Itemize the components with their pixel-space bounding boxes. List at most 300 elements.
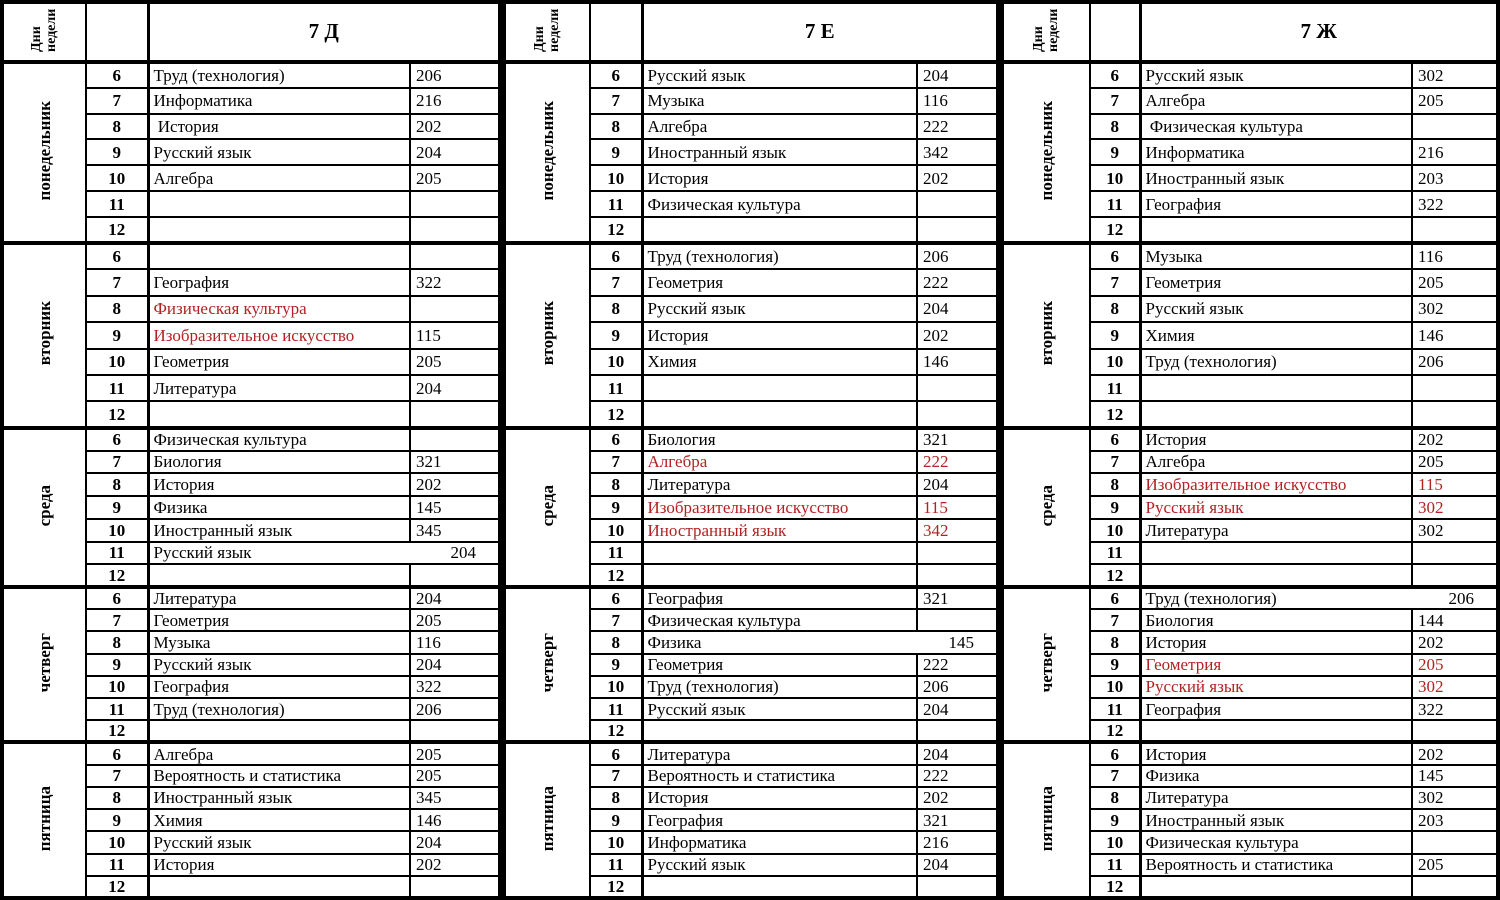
subject-cell: Геометрия	[1140, 654, 1412, 676]
lesson-number: 12	[86, 720, 148, 742]
lesson-number: 8	[590, 114, 642, 140]
subject-cell: География	[1140, 191, 1412, 217]
subject-cell: Литература	[1140, 787, 1412, 809]
lesson-number: 11	[86, 542, 148, 565]
lesson-number: 10	[86, 676, 148, 698]
room-cell: 222	[917, 451, 998, 474]
lesson-number: 10	[590, 676, 642, 698]
day-name: четверг	[1037, 632, 1057, 693]
room-cell	[1412, 375, 1498, 401]
lesson-number: 6	[590, 428, 642, 451]
subject-cell: Изобразительное искусство	[1140, 473, 1412, 496]
room-cell: 345	[410, 787, 500, 809]
lesson-number: 8	[1090, 631, 1140, 653]
lesson-number: 7	[86, 451, 148, 474]
lesson-number: 8	[1090, 296, 1140, 322]
lesson-number-header-cell	[1090, 2, 1140, 62]
subject-name: Русский язык	[153, 543, 252, 563]
lesson-number: 7	[590, 451, 642, 474]
lesson-number: 9	[1090, 139, 1140, 165]
lesson-number: 9	[86, 654, 148, 676]
day-name-cell	[1002, 742, 1090, 898]
lesson-number: 11	[590, 854, 642, 876]
subject-cell	[1140, 375, 1412, 401]
subject-cell: Биология	[148, 451, 410, 474]
subject-cell: Труд (технология)	[642, 676, 917, 698]
room-cell: 205	[410, 349, 500, 375]
day-block	[2, 742, 500, 898]
room-number: 145	[948, 632, 975, 652]
room-cell	[1412, 876, 1498, 898]
lesson-number: 9	[1090, 654, 1140, 676]
room-cell: 145	[410, 496, 500, 519]
room-cell: 202	[917, 322, 998, 348]
lesson-number: 9	[590, 496, 642, 519]
room-cell: 204	[917, 296, 998, 322]
room-cell	[917, 542, 998, 565]
day-name: вторник	[538, 301, 557, 366]
lesson-number: 8	[86, 473, 148, 496]
room-cell: 146	[410, 809, 500, 831]
lesson-number: 12	[590, 401, 642, 427]
subject-cell: Русский язык	[148, 654, 410, 676]
room-cell: 322	[410, 269, 500, 295]
subject-cell	[148, 876, 410, 898]
lesson-number: 10	[590, 831, 642, 853]
subject-cell: Физическая культура	[148, 428, 410, 451]
lesson-number: 12	[1090, 564, 1140, 587]
room-cell: 322	[1412, 698, 1498, 720]
subject-cell: История	[148, 854, 410, 876]
room-cell	[917, 876, 998, 898]
room-cell: 222	[917, 269, 998, 295]
lesson-row	[504, 428, 998, 451]
room-cell: 205	[410, 742, 500, 764]
subject-cell	[148, 191, 410, 217]
lesson-number: 7	[590, 765, 642, 787]
subject-and-room-cell	[1140, 587, 1498, 609]
subject-cell: История	[1140, 631, 1412, 653]
lesson-number: 11	[1090, 854, 1140, 876]
day-name: понедельник	[34, 100, 54, 201]
day-name: четверг	[34, 632, 54, 693]
lesson-number: 9	[1090, 322, 1140, 348]
subject-cell: Физическая культура	[1140, 114, 1412, 140]
days-of-week-header-cell	[1002, 2, 1090, 62]
subject-cell: Алгебра	[1140, 451, 1412, 474]
lesson-number: 11	[1090, 698, 1140, 720]
subject-cell: Алгебра	[642, 114, 917, 140]
lesson-number: 11	[1090, 191, 1140, 217]
room-cell: 204	[410, 375, 500, 401]
subject-cell: Труд (технология)	[1140, 349, 1412, 375]
subject-cell: Русский язык	[1140, 496, 1412, 519]
day-name: пятница	[538, 785, 557, 851]
day-block	[1002, 742, 1498, 898]
room-cell: 204	[917, 62, 998, 88]
day-name-cell	[504, 62, 590, 243]
lesson-number: 11	[590, 542, 642, 565]
room-cell: 205	[1412, 451, 1498, 474]
lesson-number: 11	[86, 191, 148, 217]
room-cell: 206	[917, 676, 998, 698]
subject-cell: История	[642, 322, 917, 348]
room-cell: 202	[917, 165, 998, 191]
lesson-number: 9	[86, 496, 148, 519]
subject-cell	[642, 375, 917, 401]
lesson-number: 9	[590, 809, 642, 831]
room-cell: 204	[917, 473, 998, 496]
room-cell	[1412, 831, 1498, 853]
room-cell: 321	[917, 809, 998, 831]
subject-cell	[1140, 720, 1412, 742]
days-of-week-label: Дни недели	[1031, 8, 1062, 52]
subject-cell: Геометрия	[148, 609, 410, 631]
room-cell: 115	[917, 496, 998, 519]
lesson-number: 12	[590, 720, 642, 742]
subject-cell: Русский язык	[642, 296, 917, 322]
day-name-cell	[2, 243, 86, 428]
lesson-number: 10	[86, 349, 148, 375]
day-name: понедельник	[538, 100, 557, 201]
lesson-number: 12	[1090, 401, 1140, 427]
subject-cell: Труд (технология)	[148, 62, 410, 88]
day-block	[1002, 243, 1498, 428]
lesson-number: 9	[86, 139, 148, 165]
subject-cell	[1140, 876, 1412, 898]
room-cell: 205	[410, 165, 500, 191]
day-block	[504, 243, 998, 428]
lesson-number: 9	[86, 809, 148, 831]
lesson-number: 8	[590, 631, 642, 653]
day-block	[2, 243, 500, 428]
room-cell	[410, 217, 500, 243]
days-of-week-header-cell	[2, 2, 86, 62]
lesson-number: 12	[86, 401, 148, 427]
class-label: 7 Д	[148, 2, 500, 62]
subject-cell: Русский язык	[642, 62, 917, 88]
room-cell: 202	[1412, 631, 1498, 653]
room-cell: 202	[410, 114, 500, 140]
subject-cell	[642, 564, 917, 587]
subject-cell: Химия	[1140, 322, 1412, 348]
day-name: пятница	[34, 785, 54, 851]
subject-cell: Алгебра	[642, 451, 917, 474]
lesson-row	[2, 587, 500, 609]
subject-cell: История	[1140, 428, 1412, 451]
subject-cell: Вероятность и статистика	[1140, 854, 1412, 876]
room-cell: 202	[1412, 742, 1498, 764]
room-cell: 202	[1412, 428, 1498, 451]
lesson-number: 12	[590, 217, 642, 243]
room-cell: 321	[917, 587, 998, 609]
lesson-number: 10	[590, 165, 642, 191]
header-row	[504, 2, 998, 62]
subject-cell: Информатика	[148, 88, 410, 114]
subject-cell: Информатика	[642, 831, 917, 853]
room-cell: 302	[1412, 676, 1498, 698]
day-name: среда	[1037, 484, 1057, 527]
room-cell	[410, 191, 500, 217]
lesson-number: 6	[1090, 428, 1140, 451]
subject-cell: География	[148, 269, 410, 295]
subject-cell: Физическая культура	[148, 296, 410, 322]
lesson-number: 7	[1090, 88, 1140, 114]
lesson-number: 12	[590, 564, 642, 587]
lesson-number: 7	[1090, 765, 1140, 787]
subject-cell: Химия	[148, 809, 410, 831]
lesson-row	[1002, 62, 1498, 88]
room-cell: 144	[1412, 609, 1498, 631]
room-cell: 204	[410, 587, 500, 609]
lesson-number: 7	[86, 88, 148, 114]
class-label: 7 Ж	[1140, 2, 1498, 62]
room-cell: 116	[917, 88, 998, 114]
room-cell: 204	[410, 831, 500, 853]
lesson-number: 7	[86, 765, 148, 787]
lesson-number: 12	[590, 876, 642, 898]
lesson-number: 8	[86, 787, 148, 809]
subject-cell: Русский язык	[148, 831, 410, 853]
subject-cell	[642, 542, 917, 565]
day-name: пятница	[1037, 785, 1057, 851]
room-cell: 302	[1412, 496, 1498, 519]
room-cell	[1412, 542, 1498, 565]
room-cell: 302	[1412, 787, 1498, 809]
subject-cell: Изобразительное искусство	[642, 496, 917, 519]
subject-cell	[148, 564, 410, 587]
room-cell	[410, 876, 500, 898]
lesson-row	[504, 742, 998, 764]
subject-cell: История	[148, 114, 410, 140]
lesson-number: 10	[86, 165, 148, 191]
lesson-number: 10	[1090, 519, 1140, 542]
room-cell: 321	[410, 451, 500, 474]
lesson-number: 6	[86, 742, 148, 764]
lesson-number: 6	[86, 243, 148, 269]
subject-cell: Иностранный язык	[1140, 165, 1412, 191]
room-cell: 222	[917, 654, 998, 676]
subject-cell: Физическая культура	[642, 191, 917, 217]
header-row	[1002, 2, 1498, 62]
room-cell: 322	[1412, 191, 1498, 217]
lesson-number: 6	[86, 62, 148, 88]
lesson-number: 8	[1090, 114, 1140, 140]
lesson-number: 6	[1090, 243, 1140, 269]
room-cell: 204	[917, 854, 998, 876]
day-block	[504, 742, 998, 898]
subject-cell: Изобразительное искусство	[148, 322, 410, 348]
subject-cell	[642, 720, 917, 742]
lesson-row	[1002, 243, 1498, 269]
lesson-number: 7	[1090, 269, 1140, 295]
room-cell	[1412, 720, 1498, 742]
subject-cell: Вероятность и статистика	[148, 765, 410, 787]
lesson-number: 12	[1090, 720, 1140, 742]
lesson-number: 8	[590, 296, 642, 322]
subject-cell: Русский язык	[148, 139, 410, 165]
subject-cell	[148, 243, 410, 269]
room-cell: 202	[410, 854, 500, 876]
lesson-number: 8	[1090, 473, 1140, 496]
subject-cell: Физика	[148, 496, 410, 519]
room-cell: 206	[1412, 349, 1498, 375]
lesson-number: 10	[1090, 349, 1140, 375]
room-cell: 116	[1412, 243, 1498, 269]
room-cell: 322	[410, 676, 500, 698]
room-cell: 115	[410, 322, 500, 348]
class-schedule-table	[0, 0, 502, 900]
day-block	[504, 428, 998, 587]
subject-cell: Русский язык	[1140, 296, 1412, 322]
subject-cell: Физическая культура	[642, 609, 917, 631]
room-cell: 204	[410, 139, 500, 165]
room-cell	[917, 217, 998, 243]
room-cell: 302	[1412, 62, 1498, 88]
lesson-number-header-cell	[590, 2, 642, 62]
room-cell: 216	[410, 88, 500, 114]
day-block	[1002, 62, 1498, 243]
subject-cell: Алгебра	[148, 742, 410, 764]
subject-cell	[642, 217, 917, 243]
subject-cell: История	[642, 787, 917, 809]
lesson-number: 8	[86, 296, 148, 322]
room-cell: 205	[1412, 854, 1498, 876]
room-cell: 205	[1412, 654, 1498, 676]
day-name-cell	[504, 587, 590, 743]
room-cell: 205	[1412, 269, 1498, 295]
subject-cell: Алгебра	[148, 165, 410, 191]
subject-cell	[148, 720, 410, 742]
subject-cell: Иностранный язык	[1140, 809, 1412, 831]
subject-cell: Физическая культура	[1140, 831, 1412, 853]
day-name-cell	[1002, 587, 1090, 743]
day-name: вторник	[1037, 301, 1057, 366]
subject-cell: Геометрия	[642, 654, 917, 676]
lesson-number: 8	[1090, 787, 1140, 809]
subject-cell: Алгебра	[1140, 88, 1412, 114]
room-cell	[917, 564, 998, 587]
lesson-number: 10	[590, 519, 642, 542]
lesson-number: 6	[1090, 587, 1140, 609]
lesson-number: 8	[590, 787, 642, 809]
room-cell: 146	[917, 349, 998, 375]
subject-cell: Литература	[1140, 519, 1412, 542]
subject-cell: Русский язык	[642, 854, 917, 876]
lesson-number: 7	[86, 609, 148, 631]
lesson-number: 6	[590, 243, 642, 269]
lesson-number: 8	[590, 473, 642, 496]
lesson-number: 11	[86, 698, 148, 720]
room-cell: 342	[917, 139, 998, 165]
subject-cell: Литература	[642, 742, 917, 764]
lesson-number: 9	[590, 139, 642, 165]
lesson-row	[504, 587, 998, 609]
subject-cell: География	[1140, 698, 1412, 720]
lesson-number: 9	[1090, 809, 1140, 831]
day-name-cell	[504, 243, 590, 428]
lesson-number: 9	[86, 322, 148, 348]
room-cell: 216	[917, 831, 998, 853]
subject-cell	[148, 401, 410, 427]
day-block	[2, 62, 500, 243]
room-cell: 145	[1412, 765, 1498, 787]
room-cell: 302	[1412, 519, 1498, 542]
subject-cell: География	[642, 809, 917, 831]
room-cell	[917, 401, 998, 427]
subject-cell	[1140, 401, 1412, 427]
lesson-number: 9	[590, 322, 642, 348]
room-cell	[410, 401, 500, 427]
lesson-number: 10	[86, 831, 148, 853]
subject-cell: География	[148, 676, 410, 698]
class-schedule-table	[502, 0, 1000, 900]
room-cell: 321	[917, 428, 998, 451]
day-name: четверг	[538, 632, 557, 693]
room-cell: 222	[917, 114, 998, 140]
room-cell: 203	[1412, 165, 1498, 191]
room-cell: 205	[1412, 88, 1498, 114]
day-block	[504, 62, 998, 243]
room-number: 206	[1448, 589, 1475, 609]
room-cell: 206	[917, 243, 998, 269]
header-row	[2, 2, 500, 62]
lesson-number: 6	[590, 587, 642, 609]
lesson-number: 10	[86, 519, 148, 542]
room-cell: 204	[917, 742, 998, 764]
lesson-number-header-cell	[86, 2, 148, 62]
room-cell: 202	[410, 473, 500, 496]
room-cell	[1412, 217, 1498, 243]
subject-cell: История	[1140, 742, 1412, 764]
lesson-row	[2, 62, 500, 88]
lesson-number: 11	[590, 698, 642, 720]
subject-cell: Литература	[148, 587, 410, 609]
subject-cell: Геометрия	[642, 269, 917, 295]
subject-cell	[642, 401, 917, 427]
day-name: понедельник	[1037, 100, 1057, 201]
lesson-number: 12	[86, 876, 148, 898]
subject-cell: Геометрия	[148, 349, 410, 375]
lesson-number: 6	[86, 428, 148, 451]
subject-cell: География	[642, 587, 917, 609]
lesson-number: 6	[1090, 62, 1140, 88]
room-cell: 203	[1412, 809, 1498, 831]
subject-cell: Русский язык	[1140, 676, 1412, 698]
class-schedule-table	[1000, 0, 1500, 900]
lesson-number: 6	[1090, 742, 1140, 764]
day-name-cell	[2, 742, 86, 898]
lesson-number: 10	[1090, 165, 1140, 191]
lesson-number: 12	[1090, 876, 1140, 898]
lesson-row	[504, 62, 998, 88]
subject-name: Труд (технология)	[1145, 589, 1277, 609]
room-cell	[410, 428, 500, 451]
room-cell: 204	[410, 654, 500, 676]
lesson-row	[2, 742, 500, 764]
room-cell	[1412, 114, 1498, 140]
room-cell: 342	[917, 519, 998, 542]
room-cell	[917, 191, 998, 217]
class-label: 7 Е	[642, 2, 998, 62]
room-cell: 205	[410, 609, 500, 631]
subject-and-room-cell	[148, 542, 500, 565]
lesson-number: 7	[590, 609, 642, 631]
subject-cell: Иностранный язык	[642, 519, 917, 542]
lesson-number: 11	[1090, 542, 1140, 565]
room-cell	[410, 296, 500, 322]
day-block	[1002, 428, 1498, 587]
